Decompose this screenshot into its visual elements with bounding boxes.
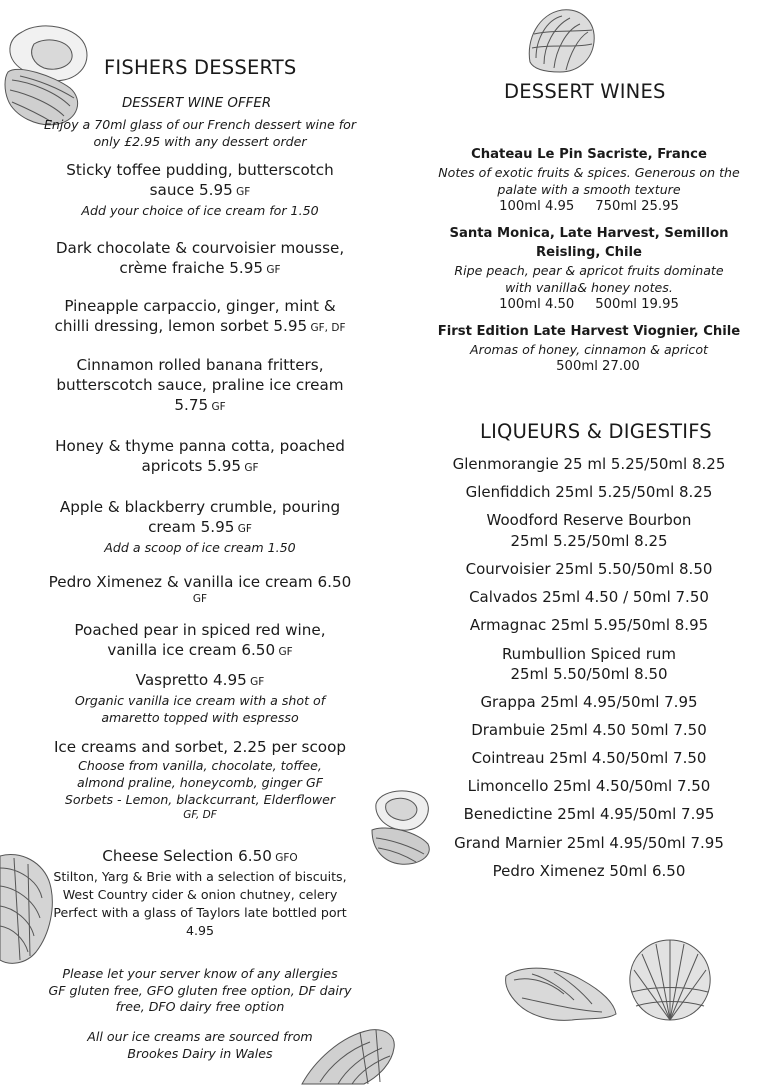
wine-note: with vanilla& honey notes.	[505, 280, 673, 295]
dietary-tag: GF	[234, 523, 252, 535]
dairy-line: Brookes Dairy in Wales	[127, 1045, 273, 1061]
dish-line: apricots 5.95	[141, 457, 242, 475]
dish-line: Honey & thyme panna cotta, poached	[55, 437, 345, 455]
scallop-illustration-top-right	[522, 4, 600, 78]
dessert-vaspretto	[40, 670, 360, 726]
liqueur-item: 25ml 5.25/50ml 8.25	[510, 532, 668, 550]
dessert-wines-title: DESSERT WINES	[504, 80, 666, 103]
oyster-illustration-top-left	[0, 18, 100, 130]
dietary-tag: GF	[208, 401, 226, 413]
liqueur-item: Armagnac 25ml 5.95/50ml 8.95	[469, 616, 709, 634]
liqueur-item: Pedro Ximenez 50ml 6.50	[492, 862, 686, 880]
dish-line: Pedro Ximenez & vanilla ice cream 6.50	[48, 573, 352, 591]
dish-line: Pineapple carpaccio, ginger, mint &	[64, 297, 336, 315]
dish-note: Choose from vanilla, chocolate, toffee,	[78, 758, 322, 773]
dairy-note	[40, 1029, 360, 1062]
dessert-apple-crumble	[40, 497, 360, 556]
liqueur-item: Courvoisier 25ml 5.50/50ml 8.50	[465, 560, 713, 578]
allergy-line: Please let your server know of any allergies	[62, 966, 338, 981]
liqueur-item: Grand Marnier 25ml 4.95/50ml 7.95	[454, 834, 724, 852]
oyster-illustration-middle	[366, 784, 436, 868]
wine-price: 100ml 4.95 750ml 25.95	[499, 199, 679, 214]
cheese-description: 4.95	[185, 923, 215, 938]
dietary-tag: GFO	[271, 852, 298, 864]
dish-line: crème fraiche 5.95	[119, 259, 264, 277]
wine-note: palate with a smooth texture	[497, 182, 681, 197]
dietary-tag: GF, DF	[307, 322, 346, 334]
dish-note: Sorbets - Lemon, blackcurrant, Elderflower	[64, 792, 336, 807]
wine-note: Ripe peach, pear & apricot fruits dominate	[454, 263, 724, 278]
dish-line: Poached pear in spiced red wine,	[74, 621, 326, 639]
allergy-note	[40, 966, 360, 1016]
dish-line: cream 5.95	[148, 518, 235, 536]
wine-price: 100ml 4.50 500ml 19.95	[499, 297, 679, 312]
dish-line: butterscotch sauce, praline ice cream	[56, 376, 344, 394]
dish-line: Apple & blackberry crumble, pouring	[59, 498, 341, 516]
dessert-panna-cotta	[40, 436, 360, 478]
liqueur-item: 25ml 5.50/50ml 8.50	[510, 665, 668, 683]
cheese-description: West Country cider & onion chutney, celery	[62, 887, 338, 902]
dish-line: Dark chocolate & courvoisier mousse,	[55, 239, 345, 257]
dish-line: Cinnamon rolled banana fritters,	[76, 356, 324, 374]
liqueur-item: Rumbullion Spiced rum	[501, 645, 677, 663]
dessert-pineapple-carpaccio	[40, 296, 360, 338]
dietary-tag: GF, DF	[183, 809, 217, 821]
wine-chateau-le-pin	[426, 145, 752, 216]
scallop-illustration-bottom-right	[624, 936, 716, 1028]
liqueur-item: Calvados 25ml 4.50 / 50ml 7.50	[469, 588, 709, 606]
wine-price: 500ml 27.00	[556, 359, 640, 374]
dish-line: sauce 5.95	[149, 181, 233, 199]
dietary-tag: GF	[241, 462, 259, 474]
dessert-banana-fritters	[40, 355, 360, 417]
dietary-tag: GF	[232, 186, 251, 198]
dessert-pedro-ximenez	[40, 572, 360, 606]
liqueur-item: Glenfiddich 25ml 5.25/50ml 8.25	[465, 483, 713, 501]
liqueur-item: Limoncello 25ml 4.50/50ml 7.50	[467, 777, 711, 795]
dish-line: Ice creams and sorbet, 2.25 per scoop	[53, 738, 347, 756]
wine-first-edition	[426, 322, 752, 376]
dish-line: Sticky toffee pudding, butterscotch	[66, 161, 334, 179]
wine-name: Reisling, Chile	[536, 245, 642, 260]
wine-note: Aromas of honey, cinnamon & apricot	[470, 342, 708, 357]
dessert-poached-pear	[40, 620, 360, 662]
desserts-title: FISHERS DESSERTS	[104, 56, 297, 79]
dairy-line: All our ice creams are sourced from	[87, 1029, 313, 1044]
liqueur-item: Drambuie 25ml 4.50 50ml 7.50	[471, 721, 707, 739]
liqueur-item: Glenmorangie 25 ml 5.25/50ml 8.25	[452, 455, 726, 473]
wine-name: Chateau Le Pin Sacriste, France	[471, 147, 707, 162]
dish-line: Vaspretto 4.95	[135, 671, 247, 689]
dessert-chocolate-mousse	[40, 238, 360, 280]
wine-note: Notes of exotic fruits & spices. Generous on the	[438, 165, 740, 180]
wine-santa-monica	[426, 224, 752, 314]
dish-note: Add a scoop of ice cream 1.50	[104, 540, 296, 555]
dessert-sticky-toffee	[40, 160, 360, 219]
liqueur-item: Benedictine 25ml 4.95/50ml 7.95	[463, 805, 715, 823]
dessert-ice-creams	[40, 737, 360, 823]
dish-line: Cheese Selection 6.50	[102, 847, 272, 865]
liqueur-item: Woodford Reserve Bourbon	[486, 511, 692, 529]
cheese-description: Stilton, Yarg & Brie with a selection of biscuits,	[53, 869, 347, 884]
wine-name: First Edition Late Harvest Viognier, Chile	[437, 324, 741, 339]
cheese-description: Perfect with a glass of Taylors late bottled port	[53, 905, 347, 920]
offer-title: DESSERT WINE OFFER	[122, 96, 272, 111]
dietary-tag: GF	[246, 676, 265, 688]
dish-note: Organic vanilla ice cream with a shot of	[74, 693, 326, 708]
dish-note: amaretto topped with espresso	[101, 710, 299, 725]
offer-text	[40, 116, 360, 150]
dietary-tag: GF	[275, 646, 293, 658]
dish-note: Add your choice of ice cream for 1.50	[81, 203, 319, 218]
dish-note: almond praline, honeycomb, ginger GF	[77, 775, 323, 790]
conch-illustration-bottom-right	[502, 958, 624, 1034]
offer-line-2: only £2.95 with any dessert order	[93, 134, 307, 149]
dietary-tag: GF	[263, 264, 281, 276]
dessert-cheese-selection	[40, 846, 360, 940]
dish-line: 5.75	[174, 396, 209, 414]
dietary-tag: GF	[192, 593, 208, 605]
liqueur-item: Cointreau 25ml 4.50/50ml 7.50	[471, 749, 707, 767]
dish-line: vanilla ice cream 6.50	[107, 641, 276, 659]
wine-name: Santa Monica, Late Harvest, Semillon	[449, 226, 729, 241]
offer-line-1: Enjoy a 70ml glass of our French dessert wine for	[43, 117, 357, 132]
liqueurs-title: LIQUEURS & DIGESTIFS	[480, 420, 712, 443]
liqueur-item: Grappa 25ml 4.95/50ml 7.95	[480, 693, 698, 711]
allergy-line: free, DFO dairy free option	[115, 999, 285, 1014]
dish-line: chilli dressing, lemon sorbet 5.95	[54, 317, 308, 335]
allergy-line: GF gluten free, GFO gluten free option, DF dairy	[48, 982, 352, 998]
